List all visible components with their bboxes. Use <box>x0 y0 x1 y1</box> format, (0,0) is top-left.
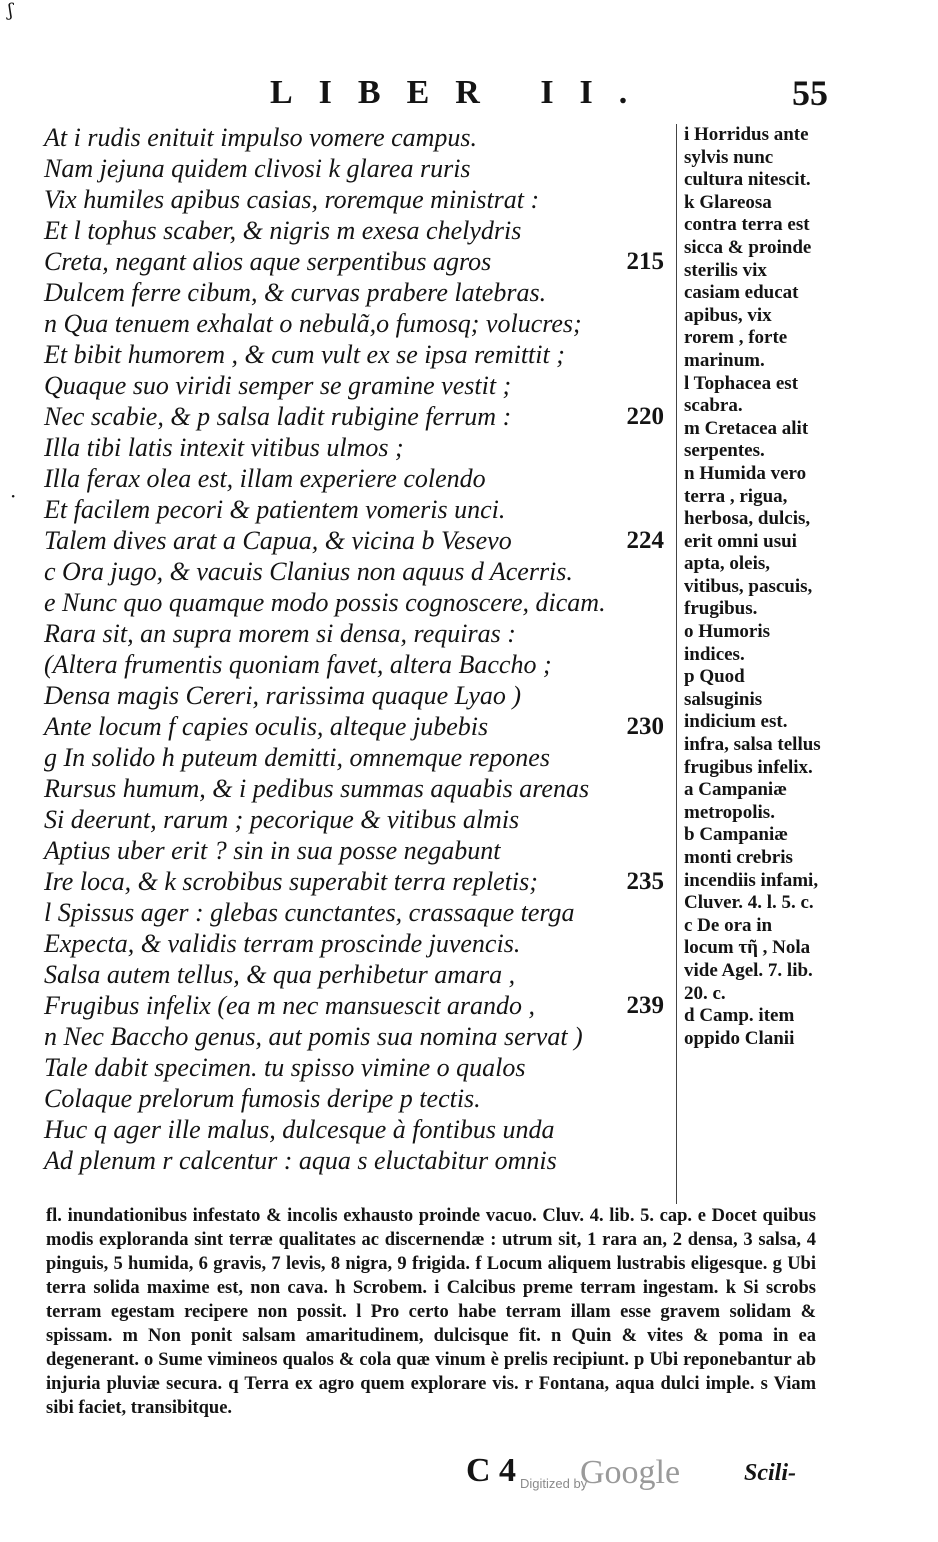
verse-line <box>44 1083 664 1114</box>
verse-line <box>44 649 664 680</box>
verse-text: Salsa autem tellus, & qua perhibetur amara , <box>44 960 516 989</box>
verse-line <box>44 215 664 246</box>
verse-text: Nam jejuna quidem clivosi k glarea ruris <box>44 154 471 183</box>
verse-line <box>44 122 664 153</box>
verse-line <box>44 959 664 990</box>
verse-text: Ante locum f capies oculis, alteque jubebis <box>44 712 489 741</box>
verse-line <box>44 990 664 1021</box>
footnote-entry: f Locum aliquem lustrabis eligesque. <box>475 1254 768 1274</box>
footnote-entry: p Ubi reponebantur ab injuria pluviæ secura. <box>46 1350 816 1394</box>
verse-line <box>44 804 664 835</box>
verse-line <box>44 928 664 959</box>
line-number: 230 <box>626 713 664 740</box>
page-number: 55 <box>792 73 828 113</box>
verse-line <box>44 556 664 587</box>
verse-block <box>44 122 664 1176</box>
running-head: LIBER II. <box>270 74 654 111</box>
verse-text: Si deerunt, rarum ; pecorique & vitibus almis <box>44 805 520 834</box>
footnote-entry: e Docet quibus modis exploranda sint terræ qualitates ac discernendæ : utrum sit, 1 rara an, 2 densa, 3 salsa, 4 pinguis, 5 humida, 6 gravis, 7 levis, 8 nigra, 9 frigida. <box>46 1206 816 1274</box>
verse-line <box>44 618 664 649</box>
line-number: 224 <box>626 527 664 554</box>
footnote-text <box>46 1204 816 1420</box>
margin-note: m Cretacea alit serpentes. <box>684 417 809 462</box>
footnote-entry: o Sume vimineos qualos & cola quæ vinum è prelis recipiunt. <box>144 1350 629 1370</box>
margin-note: b Campaniæ monti crebris incendiis infami, Cluver. 4. l. 5. c. <box>684 824 819 914</box>
verse-text: Colaque prelorum fumosis deripe p tectis. <box>44 1084 481 1113</box>
verse-text: Quaque suo viridi semper se gramine vestit ; <box>44 371 512 400</box>
catchword: Scili- <box>744 1460 796 1486</box>
footnote-entry: n Quin & vites & poma in ea degenerant. <box>46 1326 817 1370</box>
verse-text: Rursus humum, & i pedibus summas aquabis arenas <box>44 774 590 803</box>
verse-line <box>44 277 664 308</box>
verse-line <box>44 1145 664 1176</box>
verse-text: Huc q ager ille malus, dulcesque à fontibus unda <box>44 1115 555 1144</box>
verse-text: Ire loca, & k scrobibus superabit terra repletis; <box>44 867 538 896</box>
verse-line <box>44 463 664 494</box>
margin-note: p Quod salsuginis indicium est. infra, salsa tellus frugibus infelix. <box>684 666 821 778</box>
verse-text: n Nec Baccho genus, aut pomis sua nomina servat ) <box>44 1022 583 1051</box>
verse-line <box>44 773 664 804</box>
verse-text: Dulcem ferre cibum, & curvas prabere latebras. <box>44 278 547 307</box>
verse-line <box>44 742 664 773</box>
verse-text: At i rudis enituit impulso vomere campus. <box>44 123 478 152</box>
margin-note: d Camp. item oppido Clanii <box>684 1005 795 1049</box>
verse-line <box>44 184 664 215</box>
verse-text: Illa tibi latis intexit vitibus ulmos ; <box>44 433 404 462</box>
margin-note: k Glareosa contra terra est sicca & proinde sterilis vix casiam educat apibus, vix rorem , forte marinum. <box>684 191 812 371</box>
line-number: 235 <box>626 868 664 895</box>
verse-text: n Qua tenuem exhalat o nebulã,o fumosq; volucres; <box>44 309 582 338</box>
ink-speck: · <box>10 484 17 508</box>
verse-line <box>44 1114 664 1145</box>
verse-text: Et facilem pecori & patientem vomeris unci. <box>44 495 506 524</box>
margin-note: c De ora in locum τῆ , Nola vide Agel. 7. lib. 20. c. <box>684 914 813 1004</box>
verse-text: Ad plenum r calcentur : aqua s eluctabitur omnis <box>44 1146 557 1175</box>
footnote-entry: s Viam sibi faciet, transibitque. <box>46 1374 817 1418</box>
verse-line <box>44 711 664 742</box>
verse-line <box>44 1021 664 1052</box>
verse-text: Et bibit humorem , & cum vult ex se ipsa remittit ; <box>44 340 565 369</box>
margin-note: o Humoris indices. <box>684 621 771 665</box>
verse-text: Creta, negant alios aque serpentibus agros <box>44 247 492 276</box>
margin-notes <box>684 124 824 1050</box>
footnote-entry: fl. inundationibus infestato & incolis exhausto proinde vacuo. Cluv. 4. lib. 5. cap. <box>46 1206 693 1226</box>
verse-text: l Spissus ager : glebas cunctantes, crassaque terga <box>44 898 575 927</box>
verse-text: e Nunc quo quamque modo possis cognoscere, dicam. <box>44 588 606 617</box>
footnote-entry: i Calcibus preme terram ingestam. <box>434 1278 719 1298</box>
signature-mark: C 4 <box>466 1452 517 1489</box>
verse-text: Talem dives arat a Capua, & vicina b Vesevo <box>44 526 512 555</box>
verse-text: Rara sit, an supra morem si densa, requiras : <box>44 619 516 648</box>
verse-line <box>44 308 664 339</box>
verse-text: g In solido h puteum demitti, omnemque repones <box>44 743 550 772</box>
verse-text: Nec scabie, & p salsa ladit rubigine ferrum : <box>44 402 512 431</box>
footnote-entry: m Non ponit salsam amaritudinem, dulcisque fit. <box>122 1326 541 1346</box>
verse-text: Et l tophus scaber, & nigris m exesa chelydris <box>44 216 522 245</box>
verse-line <box>44 1052 664 1083</box>
margin-note: i Horridus ante sylvis nunc cultura nitescit. <box>684 124 811 191</box>
margin-note: n Humida vero terra , rigua, herbosa, dulcis, erit omni usui apta, oleis, vitibus, pascuis, frugibus. <box>684 462 813 620</box>
line-number: 215 <box>626 248 664 275</box>
verse-line <box>44 401 664 432</box>
verse-line <box>44 370 664 401</box>
verse-line <box>44 866 664 897</box>
verse-text: Illa ferax olea est, illam experiere colendo <box>44 464 486 493</box>
verse-line <box>44 525 664 556</box>
verse-text: Tale dabit specimen. tu spisso vimine o qualos <box>44 1053 526 1082</box>
verse-line <box>44 246 664 277</box>
margin-divider <box>676 124 677 1204</box>
footnote-entry: q Terra ex agro quem explorare vis. <box>228 1374 519 1394</box>
margin-note: l Tophacea est scabra. <box>684 372 799 417</box>
footnote-entry: l Pro certo habe terram illam esse gravem solidam & spissam. <box>46 1302 817 1346</box>
verse-text: Vix humiles apibus casias, roremque ministrat : <box>44 185 540 214</box>
verse-line <box>44 494 664 525</box>
verse-text: c Ora jugo, & vacuis Clanius non aquus d Acerris. <box>44 557 573 586</box>
verse-line <box>44 432 664 463</box>
footnotes <box>46 1204 816 1420</box>
footnote-entry: g Ubi terra solida maxime est, non cava. <box>46 1254 816 1298</box>
margin-note: a Campaniæ metropolis. <box>684 779 787 823</box>
verse-line <box>44 680 664 711</box>
line-number: 220 <box>626 403 664 430</box>
watermark-logo: Google <box>580 1454 681 1491</box>
verse-line <box>44 897 664 928</box>
verse-text: Frugibus infelix (ea m nec mansuescit arando , <box>44 991 536 1020</box>
footnote-entry: k Si scrobs terram egestam recipere non possit. <box>46 1278 817 1322</box>
verse-text: Expecta, & validis terram proscinde juvencis. <box>44 929 521 958</box>
footnote-entry: h Scrobem. <box>335 1278 428 1298</box>
verse-line <box>44 587 664 618</box>
watermark-digitized: Digitized by <box>520 1476 588 1491</box>
corner-mark: ʃ <box>8 0 13 21</box>
verse-text: Aptius uber erit ? sin in sua posse negabunt <box>44 836 501 865</box>
footnote-entry: r Fontana, aqua dulci imple. <box>524 1374 755 1394</box>
verse-line <box>44 835 664 866</box>
verse-line <box>44 339 664 370</box>
verse-text: Densa magis Cereri, rarissima quaque Lyao ) <box>44 681 522 710</box>
verse-line <box>44 153 664 184</box>
line-number: 239 <box>626 992 664 1019</box>
verse-text: (Altera frumentis quoniam favet, altera Baccho ; <box>44 650 552 679</box>
